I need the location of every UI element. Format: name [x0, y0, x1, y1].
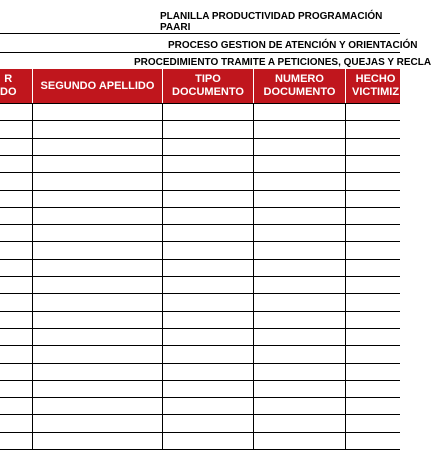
column-header-numero-documento[interactable]	[253, 69, 345, 103]
table-row	[0, 207, 400, 208]
column-header-line: TIPO	[195, 73, 221, 85]
table-row	[0, 414, 400, 415]
column-header-tipo-documento[interactable]	[162, 69, 253, 103]
table-row	[0, 432, 400, 433]
table-row	[0, 293, 400, 294]
table-row	[0, 103, 400, 104]
column-header-line: VICTIMIZ	[352, 86, 400, 98]
column-header-line: NUMERO	[275, 73, 324, 85]
column-header-line: DO	[0, 86, 17, 98]
table-row	[0, 311, 400, 312]
table-row	[0, 190, 400, 191]
table-row	[0, 259, 400, 260]
column-header-hecho-victimizante[interactable]	[345, 69, 405, 103]
table-row	[0, 397, 400, 398]
column-header-line: HECHO	[355, 73, 396, 85]
table-row	[0, 155, 400, 156]
table-row	[0, 138, 400, 139]
column-header-line: SEGUNDO APELLIDO	[40, 79, 155, 92]
process-divider	[0, 52, 400, 53]
table-row	[0, 241, 400, 242]
table-row	[0, 380, 400, 381]
table-header	[0, 69, 400, 103]
column-header-line: R	[4, 73, 13, 85]
table-row	[0, 172, 400, 173]
title-divider	[0, 33, 400, 34]
column-header-line: DOCUMENTO	[172, 86, 244, 98]
column-header-segundo-apellido[interactable]	[32, 69, 162, 103]
table-row	[0, 120, 400, 121]
procedure-title: PROCEDIMIENTO TRAMITE A PETICIONES, QUEJAS Y RECLA	[134, 57, 431, 68]
table-row	[0, 328, 400, 329]
column-header-line: DOCUMENTO	[263, 86, 336, 98]
column-header-first-name[interactable]	[0, 69, 32, 103]
table-row	[0, 224, 400, 225]
process-title: PROCESO GESTION DE ATENCIÓN Y ORIENTACIÓN	[168, 40, 418, 51]
table-row	[0, 345, 400, 346]
table-row	[0, 276, 400, 277]
table-body	[0, 103, 400, 450]
sheet-title: PLANILLA PRODUCTIVIDAD PROGRAMACIÓN PAARI	[160, 11, 383, 33]
table-row	[0, 363, 400, 364]
